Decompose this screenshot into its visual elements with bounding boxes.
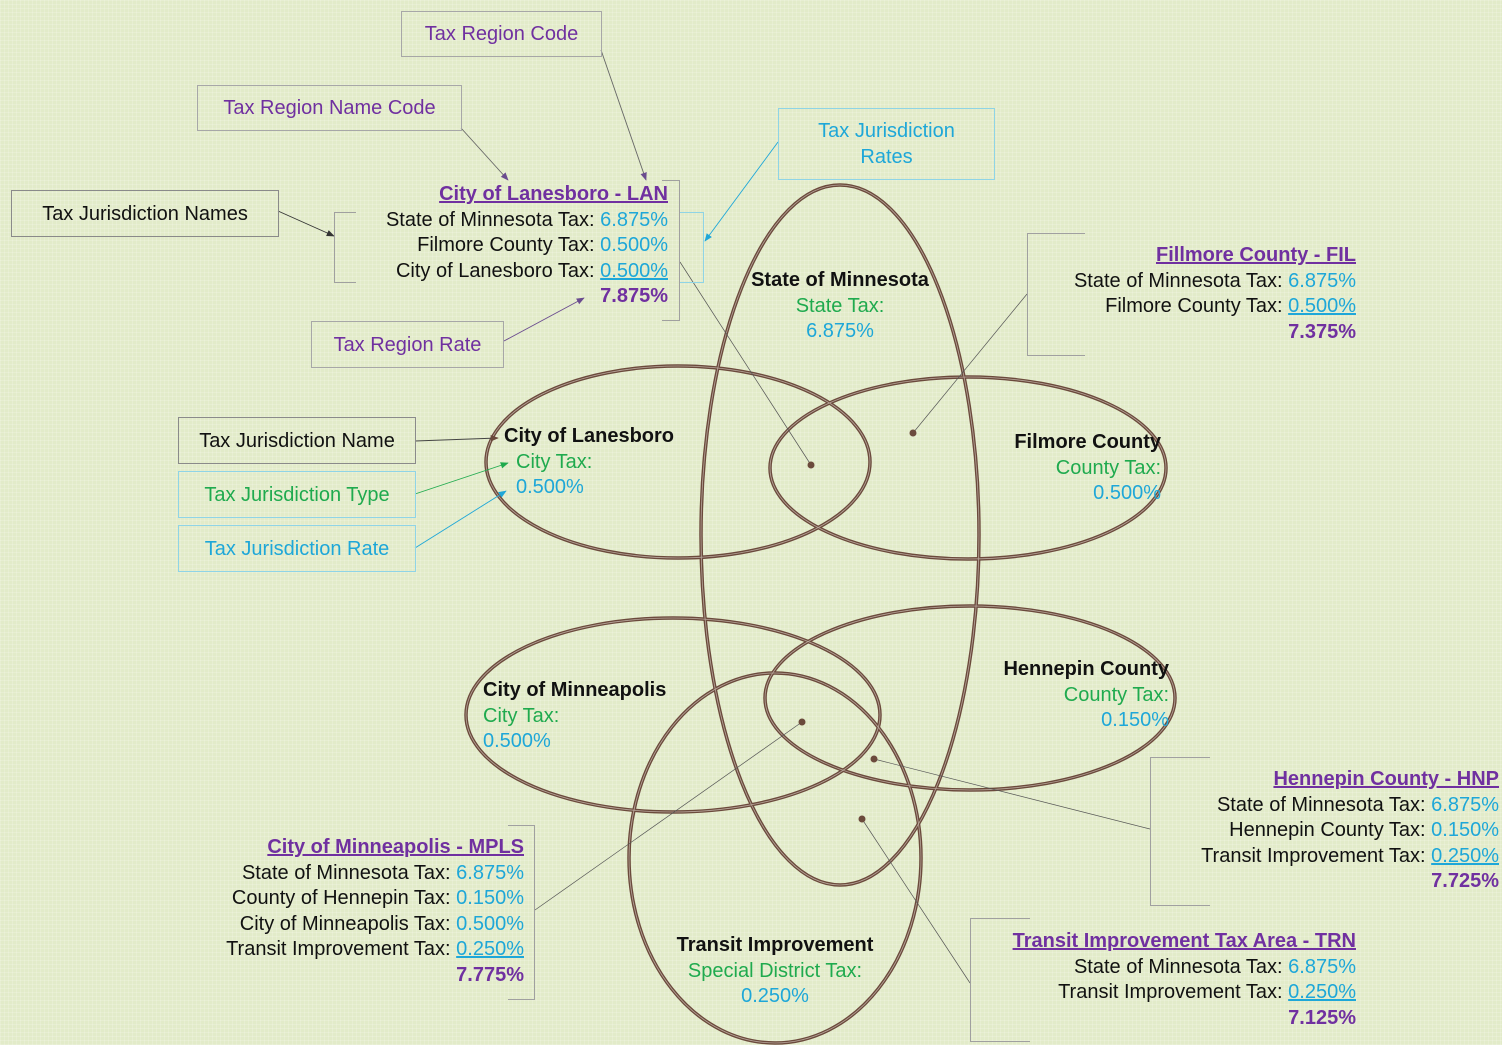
- leader-tax-jurisdiction-rates: [705, 142, 778, 241]
- area-dot-lan: [808, 462, 815, 469]
- jurisdiction-type: City Tax:: [516, 450, 593, 473]
- jurisdiction-name: City of Minneapolis: [483, 679, 667, 701]
- leader-tax-jurisdiction-rate: [415, 491, 506, 548]
- jurisdiction-type: City Tax:: [483, 704, 560, 727]
- leader-tax-region-name-code: [461, 128, 508, 180]
- region-mpls-line: County of Hennepin Tax: 0.150%: [231, 887, 524, 909]
- leader-tax-jurisdiction-names: [278, 211, 334, 236]
- region-lan-line: Filmore County Tax: 0.500%: [417, 234, 668, 256]
- jurisdiction-transit-improvement: [655, 933, 895, 1010]
- legend-tax-jurisdiction-rates: Tax Jurisdiction Rates: [778, 108, 995, 180]
- region-lan-line: State of Minnesota Tax: 6.875%: [385, 208, 668, 231]
- region-lan-total: 7.875%: [600, 285, 668, 307]
- jurisdiction-type: State Tax:: [795, 294, 885, 317]
- legend-tax-region-rate: Tax Region Rate: [311, 321, 504, 368]
- leader-hnp-region: [874, 759, 1150, 829]
- jurisdiction-type: Special District Tax:: [687, 959, 863, 982]
- jurisdiction-name: City of Lanesboro: [504, 425, 675, 447]
- region-trn-title: Transit Improvement Tax Area - TRN: [1012, 930, 1356, 952]
- area-dot-mpls: [799, 719, 806, 726]
- jurisdiction-rate: 0.150%: [1101, 709, 1169, 731]
- jurisdiction-city-of-lanesboro: [504, 424, 674, 501]
- area-dot-fil: [910, 430, 917, 437]
- jurisdiction-filmore-county: [1014, 430, 1161, 507]
- legend-tax-jurisdiction-type: Tax Jurisdiction Type: [178, 471, 416, 518]
- region-fil-total: 7.375%: [1288, 320, 1356, 343]
- region-mpls-total: 7.775%: [456, 963, 524, 986]
- region-lan-title: City of Lanesboro - LAN: [439, 183, 668, 205]
- jurisdiction-name: State of Minnesota: [751, 269, 929, 291]
- region-hnp-title: Hennepin County - HNP: [1273, 768, 1499, 790]
- area-dot-hnp: [871, 756, 878, 763]
- region-hnp-total: 7.725%: [1431, 870, 1499, 892]
- region-lan: [386, 182, 668, 310]
- jurisdiction-hennepin-county: [1003, 657, 1169, 734]
- region-hnp-line: Transit Improvement Tax: 0.250%: [1201, 844, 1499, 867]
- leader-tax-jurisdiction-name: [415, 438, 498, 441]
- leader-tax-region-code: [601, 50, 646, 180]
- region-hnp-line: Hennepin County Tax: 0.150%: [1229, 819, 1499, 841]
- jurisdiction-name: Hennepin County: [1003, 658, 1169, 680]
- jurisdiction-rate: 6.875%: [806, 320, 874, 342]
- jurisdiction-type: County Tax:: [1055, 456, 1161, 479]
- region-mpls: [226, 835, 524, 988]
- area-dot-trn: [859, 816, 866, 823]
- region-trn-total: 7.125%: [1288, 1006, 1356, 1029]
- region-mpls-title: City of Minneapolis - MPLS: [267, 836, 524, 858]
- region-hnp-line: State of Minnesota Tax: 6.875%: [1216, 793, 1499, 816]
- jurisdiction-state-of-minnesota: [740, 268, 940, 345]
- region-lan-line: City of Lanesboro Tax: 0.500%: [395, 259, 668, 282]
- jurisdiction-rate: 0.500%: [1093, 482, 1161, 504]
- jurisdiction-type: County Tax:: [1063, 683, 1169, 706]
- jurisdiction-city-of-minneapolis: [483, 678, 666, 755]
- legend-tax-jurisdiction-name: Tax Jurisdiction Name: [178, 417, 416, 464]
- region-fil-line: Filmore County Tax: 0.500%: [1105, 295, 1356, 317]
- legend-tax-jurisdiction-names: Tax Jurisdiction Names: [11, 190, 279, 237]
- jurisdiction-rate: 0.500%: [483, 730, 551, 752]
- lan-rates-bracket: [680, 212, 704, 283]
- region-fil-line: State of Minnesota Tax: 6.875%: [1073, 269, 1356, 292]
- legend-tax-region-code: Tax Region Code: [401, 11, 602, 57]
- region-hnp: [1201, 767, 1499, 895]
- jurisdiction-name: Transit Improvement: [676, 934, 874, 956]
- region-trn: [1013, 929, 1356, 1031]
- region-trn-line: Transit Improvement Tax: 0.250%: [1058, 981, 1356, 1003]
- jurisdiction-rate: 0.500%: [516, 476, 584, 498]
- jurisdiction-rate: 0.250%: [741, 985, 809, 1007]
- region-mpls-line: State of Minnesota Tax: 6.875%: [241, 861, 524, 884]
- region-mpls-line: City of Minneapolis Tax: 0.500%: [239, 912, 524, 935]
- jurisdiction-name: Filmore County: [1014, 431, 1161, 453]
- legend-tax-jurisdiction-rate: Tax Jurisdiction Rate: [178, 525, 416, 572]
- region-mpls-line: Transit Improvement Tax: 0.250%: [226, 938, 524, 960]
- region-fil-title: Fillmore County - FIL: [1156, 244, 1356, 266]
- legend-tax-region-name-code: Tax Region Name Code: [197, 85, 462, 131]
- region-trn-line: State of Minnesota Tax: 6.875%: [1073, 955, 1356, 978]
- lan-left-bracket: [334, 212, 356, 283]
- region-fil: [1074, 243, 1356, 345]
